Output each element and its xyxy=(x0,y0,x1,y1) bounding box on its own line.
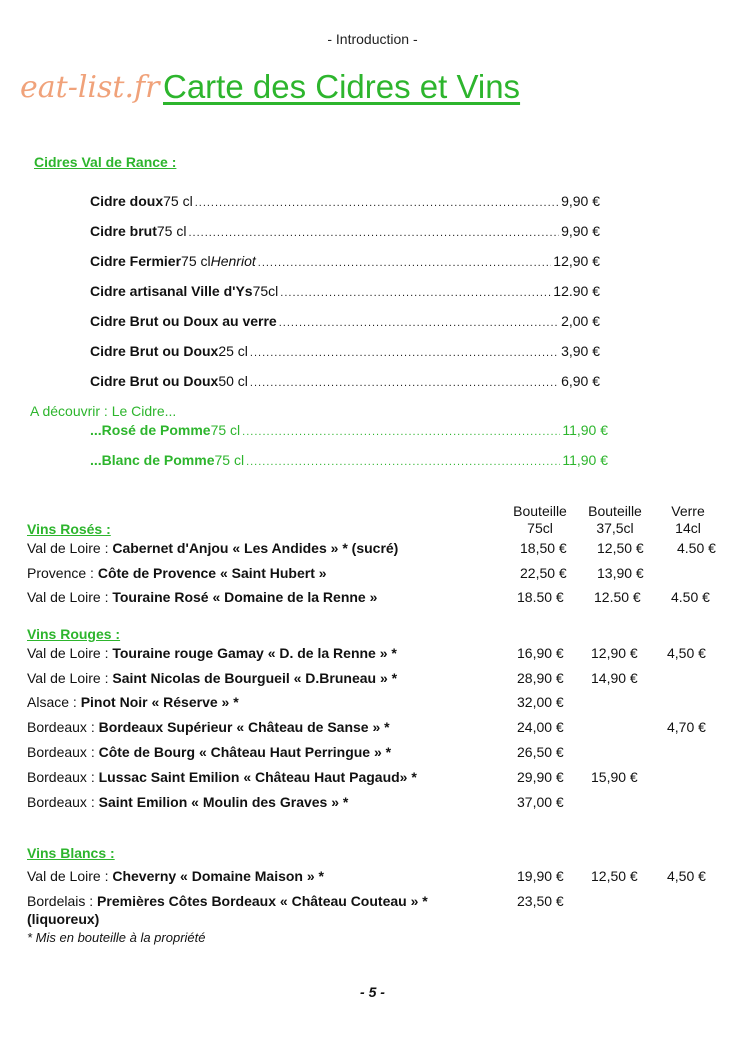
price-bottle-37: 15,90 € xyxy=(591,769,638,785)
cider-price: 6,90 € xyxy=(561,373,600,389)
cider-price: 12,90 € xyxy=(553,253,600,269)
cider-name: Cidre Fermier xyxy=(90,253,182,269)
white-section-heading: Vins Blancs : xyxy=(27,845,115,861)
wine-row xyxy=(27,769,417,785)
wine-region: Val de Loire : xyxy=(27,645,113,661)
price-glass: 4,70 € xyxy=(667,719,706,735)
cider-detail: 75cl xyxy=(252,283,279,299)
price-bottle-37: 14,90 € xyxy=(591,670,638,686)
wine-region: Alsace : xyxy=(27,694,81,710)
wine-name-continued: (liquoreux) xyxy=(27,911,100,927)
cider-name: Cidre Brut ou Doux xyxy=(90,373,219,389)
leader-dots xyxy=(246,456,560,468)
price-bottle-75: 23,50 € xyxy=(517,893,564,909)
cider-name: Cidre Brut ou Doux xyxy=(90,343,219,359)
discover-item xyxy=(90,452,608,468)
price-bottle-37: 12.50 € xyxy=(594,589,641,605)
leader-dots xyxy=(258,257,552,269)
column-header-line1: Bouteille xyxy=(588,503,642,519)
column-header-line2: 75cl xyxy=(527,520,553,536)
column-header-line2: 14cl xyxy=(675,520,701,536)
column-header-line2: 37,5cl xyxy=(596,520,634,536)
wine-name: Bordeaux Supérieur « Château de Sanse » * xyxy=(98,719,390,735)
wine-region: Bordeaux : xyxy=(27,744,99,760)
leader-dots xyxy=(188,227,559,239)
price-glass: 4.50 € xyxy=(677,540,716,556)
wine-row xyxy=(27,694,239,710)
cider-section-heading: Cidres Val de Rance : xyxy=(34,154,177,170)
discover-detail: 75 cl xyxy=(210,422,241,438)
cider-item xyxy=(90,283,600,299)
leader-dots xyxy=(195,197,559,209)
cider-name: Cidre artisanal Ville d'Ys xyxy=(90,283,253,299)
price-bottle-75: 18,50 € xyxy=(520,540,567,556)
cider-price: 2,00 € xyxy=(561,313,600,329)
page-number: - 5 - xyxy=(360,984,385,1000)
cider-item xyxy=(90,223,600,239)
wine-name: Cabernet d'Anjou « Les Andides » * (sucré) xyxy=(112,540,399,556)
discover-price: 11,90 € xyxy=(562,452,608,468)
cider-detail: 75 cl xyxy=(156,223,187,239)
bottling-footnote: * Mis en bouteille à la propriété xyxy=(27,930,206,945)
page-title: Carte des Cidres et Vins xyxy=(163,68,521,105)
wine-name: Touraine rouge Gamay « D. de la Renne » * xyxy=(112,645,397,661)
price-bottle-75: 24,00 € xyxy=(517,719,564,735)
leader-dots xyxy=(250,377,559,389)
brand-logo[interactable]: eat-list.fr xyxy=(20,70,160,105)
column-header-glass xyxy=(653,503,723,537)
wine-name: Touraine Rosé « Domaine de la Renne » xyxy=(112,589,378,605)
rose-section-heading: Vins Rosés : xyxy=(27,521,111,537)
cider-item xyxy=(90,253,600,269)
wine-name: Côte de Bourg « Château Haut Perringue » * xyxy=(98,744,392,760)
cider-name: Cidre Brut ou Doux au verre xyxy=(90,313,277,329)
wine-row xyxy=(27,670,397,686)
cider-price: 3,90 € xyxy=(561,343,600,359)
column-header-bottle-75 xyxy=(505,503,575,537)
leader-dots xyxy=(250,347,559,359)
wine-row xyxy=(27,645,397,661)
leader-dots xyxy=(280,287,551,299)
wine-region: Bordelais : xyxy=(27,893,98,909)
discover-name: ...Blanc de Pomme xyxy=(90,452,215,468)
column-header-line1: Verre xyxy=(671,503,705,519)
price-bottle-75: 19,90 € xyxy=(517,868,564,884)
cider-name: Cidre brut xyxy=(90,223,157,239)
column-header-bottle-37 xyxy=(580,503,650,537)
price-bottle-37: 12,90 € xyxy=(591,645,638,661)
price-bottle-37: 13,90 € xyxy=(597,565,644,581)
price-bottle-75: 29,90 € xyxy=(517,769,564,785)
wine-region: Val de Loire : xyxy=(27,868,113,884)
wine-row xyxy=(27,540,398,556)
discover-name: ...Rosé de Pomme xyxy=(90,422,211,438)
wine-row xyxy=(27,589,377,605)
wine-row xyxy=(27,565,327,581)
cider-detail: 75 cl xyxy=(163,193,193,209)
leader-dots xyxy=(242,426,560,438)
wine-name: Premières Côtes Bordeaux « Château Couteau » * xyxy=(97,893,428,909)
wine-row xyxy=(27,744,391,760)
wine-name: Saint Emilion « Moulin des Graves » * xyxy=(98,794,349,810)
wine-region: Bordeaux : xyxy=(27,794,99,810)
discover-price: 11,90 € xyxy=(562,422,608,438)
price-glass: 4,50 € xyxy=(667,645,706,661)
price-bottle-75: 37,00 € xyxy=(517,794,564,810)
wine-row xyxy=(27,794,348,810)
wine-name: Cheverny « Domaine Maison » * xyxy=(112,868,324,884)
price-bottle-75: 28,90 € xyxy=(517,670,564,686)
cider-item xyxy=(90,373,600,389)
cider-item xyxy=(90,343,600,359)
cider-name: Cidre doux xyxy=(90,193,164,209)
red-section-heading: Vins Rouges : xyxy=(27,626,121,642)
wine-name: Lussac Saint Emilion « Château Haut Pagaud» * xyxy=(98,769,417,785)
wine-region: Bordeaux : xyxy=(27,769,99,785)
cider-producer: Henriot xyxy=(210,253,256,269)
cider-detail: 50 cl xyxy=(218,373,248,389)
leader-dots xyxy=(279,317,559,329)
cider-price: 12.90 € xyxy=(553,283,600,299)
price-bottle-37: 12,50 € xyxy=(591,868,638,884)
wine-region: Val de Loire : xyxy=(27,589,113,605)
wine-region: Val de Loire : xyxy=(27,540,113,556)
wine-name: Saint Nicolas de Bourgueil « D.Bruneau » * xyxy=(112,670,398,686)
price-bottle-75: 16,90 € xyxy=(517,645,564,661)
price-bottle-75: 32,00 € xyxy=(517,694,564,710)
discover-item xyxy=(90,422,608,438)
price-bottle-75: 22,50 € xyxy=(520,565,567,581)
price-glass: 4.50 € xyxy=(671,589,710,605)
cider-item xyxy=(90,313,600,329)
wine-row xyxy=(27,868,324,884)
price-bottle-37: 12,50 € xyxy=(597,540,644,556)
discover-detail: 75 cl xyxy=(214,452,245,468)
price-bottle-75: 18.50 € xyxy=(517,589,564,605)
discover-label: A découvrir : Le Cidre... xyxy=(30,403,177,419)
price-bottle-75: 26,50 € xyxy=(517,744,564,760)
price-glass: 4,50 € xyxy=(667,868,706,884)
wine-name: Côte de Provence « Saint Hubert » xyxy=(97,565,327,581)
wine-name: Pinot Noir « Réserve » * xyxy=(80,694,239,710)
cider-price: 9,90 € xyxy=(561,223,600,239)
cider-item xyxy=(90,193,600,209)
wine-row xyxy=(27,893,428,909)
section-label: - Introduction - xyxy=(327,31,418,47)
wine-row xyxy=(27,719,390,735)
wine-region: Bordeaux : xyxy=(27,719,99,735)
wine-region: Val de Loire : xyxy=(27,670,113,686)
cider-detail: 25 cl xyxy=(218,343,248,359)
wine-region: Provence : xyxy=(27,565,98,581)
cider-price: 9,90 € xyxy=(561,193,600,209)
cider-detail: 75 cl xyxy=(181,253,211,269)
column-header-line1: Bouteille xyxy=(513,503,567,519)
